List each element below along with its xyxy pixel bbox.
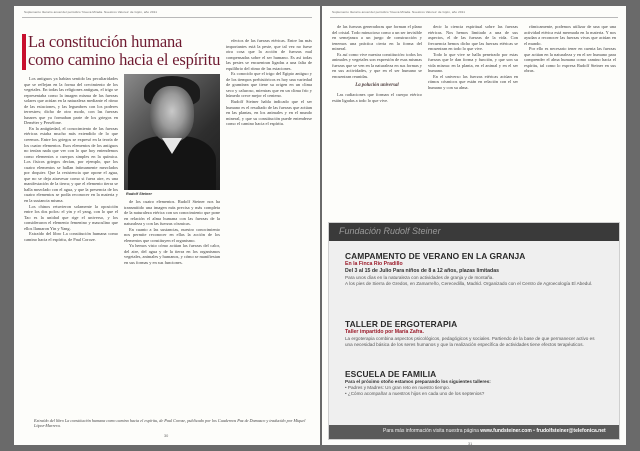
title-accent-bar: [22, 34, 26, 70]
ergo-text: La ergoterapia combina aspectos psicológicos, pedagógicos y sociales. Partiendo de la base de que permanecer activo es una necesidad básica de los seres humanos y que la realización específica de actividades tiene efectos terapéuticos.: [345, 336, 595, 347]
text-column-2: decir la ciencia espiritual sobre las fuerzas etéricas. Nos hemos limitado a una de sus aspectos, el de las fuerzas de la vida. Con frecuencia hemos dicho que las fuerzas etéricas se encuentran en todo lo que vive. Todo lo que vive se halla penetrado por estas fuerzas que le dan forma y función, y que son su vida misma: en la planta, en el animal y en el ser humano. En el universo las fuerzas etéricas actúan en ritmos cósmicos que están en relación con el ser humano y con su alma.: [428, 24, 518, 91]
source-note: Extraído del libro La constitución humana como camino hacia el espíritu, de Paul Coroze, publicado por los Cuadernos Paz de Damasco y traducido por Miquel López-Marrera.: [34, 418, 306, 429]
page-number: 30: [164, 434, 169, 438]
ad-brand: Fundación Rudolf Steiner: [339, 226, 441, 236]
website-link[interactable]: www.fundsteiner.com: [480, 428, 532, 434]
photo-caption: Rudolf Steiner: [126, 192, 152, 196]
ad-contact-bar: [329, 425, 619, 439]
ergo-subtitle: Taller impartido por María Zafra.: [345, 329, 424, 335]
school-title: ESCUELA DE FAMILIA: [345, 369, 437, 379]
camp-section: [345, 251, 595, 287]
left-page: [14, 6, 320, 445]
ad-contact-text: Para más información visita nuestra página www.fundsteiner.com • frudolfsteiner@telefonica.net: [383, 428, 606, 434]
text-column-1: de las fuerzas generadoras que forman el plano del cristal. Todo minucioso como a un ser invisible en semejanza a un juego de construcción y tenemos una práctica cierta en la forma del mineral. Es así como vive nuestra constitución: todos los animales y vegetales son expresión de esas mismas fuerzas que se ven en la naturaleza en sus formas y en sus actividades, y que en el ser humano se encuentran reunidas. La polución universal Las radiaciones que forman el cuerpo etérico están ligadas a todo lo que vive.: [332, 24, 422, 103]
camp-text: Para unos días en la naturaleza con actividades de granja y de montaña.: [345, 275, 494, 280]
school-subtitle: Para el próximo otoño estamos preparando los siguientes talleres:: [345, 379, 491, 384]
page-header: Suplemento literario anual del periódico 'Nueva Mirada. Nuestros Valores' de Gijón, año 2011: [24, 10, 157, 14]
camp-title: CAMPAMENTO DE VERANO EN LA GRANJA: [345, 251, 526, 261]
list-item: • ¿Cómo acompañar a nuestros hijos en cada uno de los septenios?: [345, 391, 595, 397]
article-title: La constitución humana como camino hacia el espíritu: [28, 32, 221, 69]
subheading: La polución universal: [355, 83, 399, 89]
text-column-3: efectos de las fuerzas etéricas. Entre las más importantes está la peste, que tal vez no fuese otra cosa que la acción de fuerzas mal compensadas sobre el ser humano. Es así todas las pestes se encuentran ligadas a una falta de equilibrio del ritmo de las estaciones. Es conocido que el trigo del Egipto antiguo y de los tiempos prehistóricos es hoy una variedad de gramínea que tiene su origen en un clima seco y caluroso, mientras que en un clima frío y húmedo crece mejor el centeno. Rudolf Steiner habla indicado que el ser humano es el resultado de las fuerzas que actúan en las plantas, en los animales y en el mundo mineral, y que su constitución puede entenderse como el camino hacia el espíritu.: [226, 38, 312, 127]
header-rule: [330, 17, 618, 18]
school-bullet-list: [345, 385, 595, 397]
header-rule: [22, 17, 312, 18]
page-header: Suplemento literario anual del periódico 'Nueva Mirada. Nuestros Valores' de Gijón, año 2011: [332, 10, 465, 14]
right-page: [322, 6, 626, 445]
ergo-title: TALLER DE ERGOTERAPIA: [345, 319, 458, 329]
fundacion-ad: [328, 222, 620, 440]
steiner-portrait-photo: [124, 74, 220, 190]
text-column-2: de los cuatro elementos. Rudolf Steiner nos ha transmitido una imagen más precisa y más completa de la naturaleza etérica con un conocimiento que pone en relación el alma humana con las fuerzas de la naturaleza y con las fuerzas cósmicas. En cuanto a las sustancias, nuestro conocimiento nos permite reconocer en ellas la acción de los elementos que constituyen el organismo. Ya hemos visto cómo actúan las fuerzas del calor, del aire, del agua y de la tierra en los organismos vegetales, animales y humanos, y cómo se manifiestan en sus formas y en sus funciones.: [124, 199, 220, 266]
text-column-3: rítmicamente, podemos utilizar de una que una actividad etérica está mermada en la materia. Y nos ayudan a reconocer las fuerzas vivas que actúan en el mundo. Por ello es necesario tener en cuenta las fuerzas que actúan en la naturaleza y en el ser humano para comprender el alma humana como camino hacia el espíritu, tal como lo expresa Rudolf Steiner en sus obras.: [524, 24, 616, 74]
ergo-section: [345, 319, 595, 348]
page-number: 31: [468, 442, 473, 445]
school-section: [345, 369, 595, 397]
camp-location: A los pies de Sierra de Gredos, en Zamarreño, Cerecedilla, Madrid. Organizado con el Centro de Agroecología El Abedul.: [345, 280, 593, 286]
ad-banner: [329, 223, 619, 241]
camp-dates: Del 3 al 15 de Julio Para niños de 8 a 12 años, plazas limitadas: [345, 268, 499, 274]
list-item: • Padres y Madres: Un gran reto en nuestro tiempo.: [345, 385, 595, 391]
text-column-1: Los antiguos ya habían sentido las peculiaridades que se reflejan en la forma del crecimiento de los vegetales. En todas las religiones antiguas, el trigo se representaba como la imagen misma de las fuerzas solares que actúan en la naturaleza mediante el ritmo de las estaciones, y las legumbres con los poderes terrestres; dicho de otro modo, con las fuerzas lunares que ya formaban parte de los griegos en Deméter y Perséfone. En la antigüedad, el conocimiento de las fuerzas etéricas estaba mucho más extendido de lo que creemos. Entre los griegos se expresó en la teoría de los cuatro elementos. Esos elementos de los antiguos no tenían nada que ver con lo que hoy entendemos como elementos o cuerpos simples en la química. Los físicos griegos decían, por ejemplo, que los cuatro elementos se hallan íntimamente mezclados por doquier. Que la resistencia que opone el agua, que no se deja atravesar como si fuera aire, es una manifestación de la tierra; y que el elemento tierra se halla mezclado con el agua, y que la presencia de los cuatro elementos se podía reconocer en la materia y en la sustancia misma. Los chinos retuvieron solamente la oposición entre los dos polos: el yin y el yang, con lo que el Tao es la unidad que rige el universo, y los consideraron el elemento femenino y masculino que ellos llamaron Yin y Yang. Extraído del libro La constitución humana como camino hacia el espíritu, de Paul Coroze.: [24, 76, 118, 242]
camp-subtitle: En la Finca Río Pradillo: [345, 261, 403, 267]
email-link[interactable]: frudolfsteiner@telefonica.net: [536, 428, 606, 434]
